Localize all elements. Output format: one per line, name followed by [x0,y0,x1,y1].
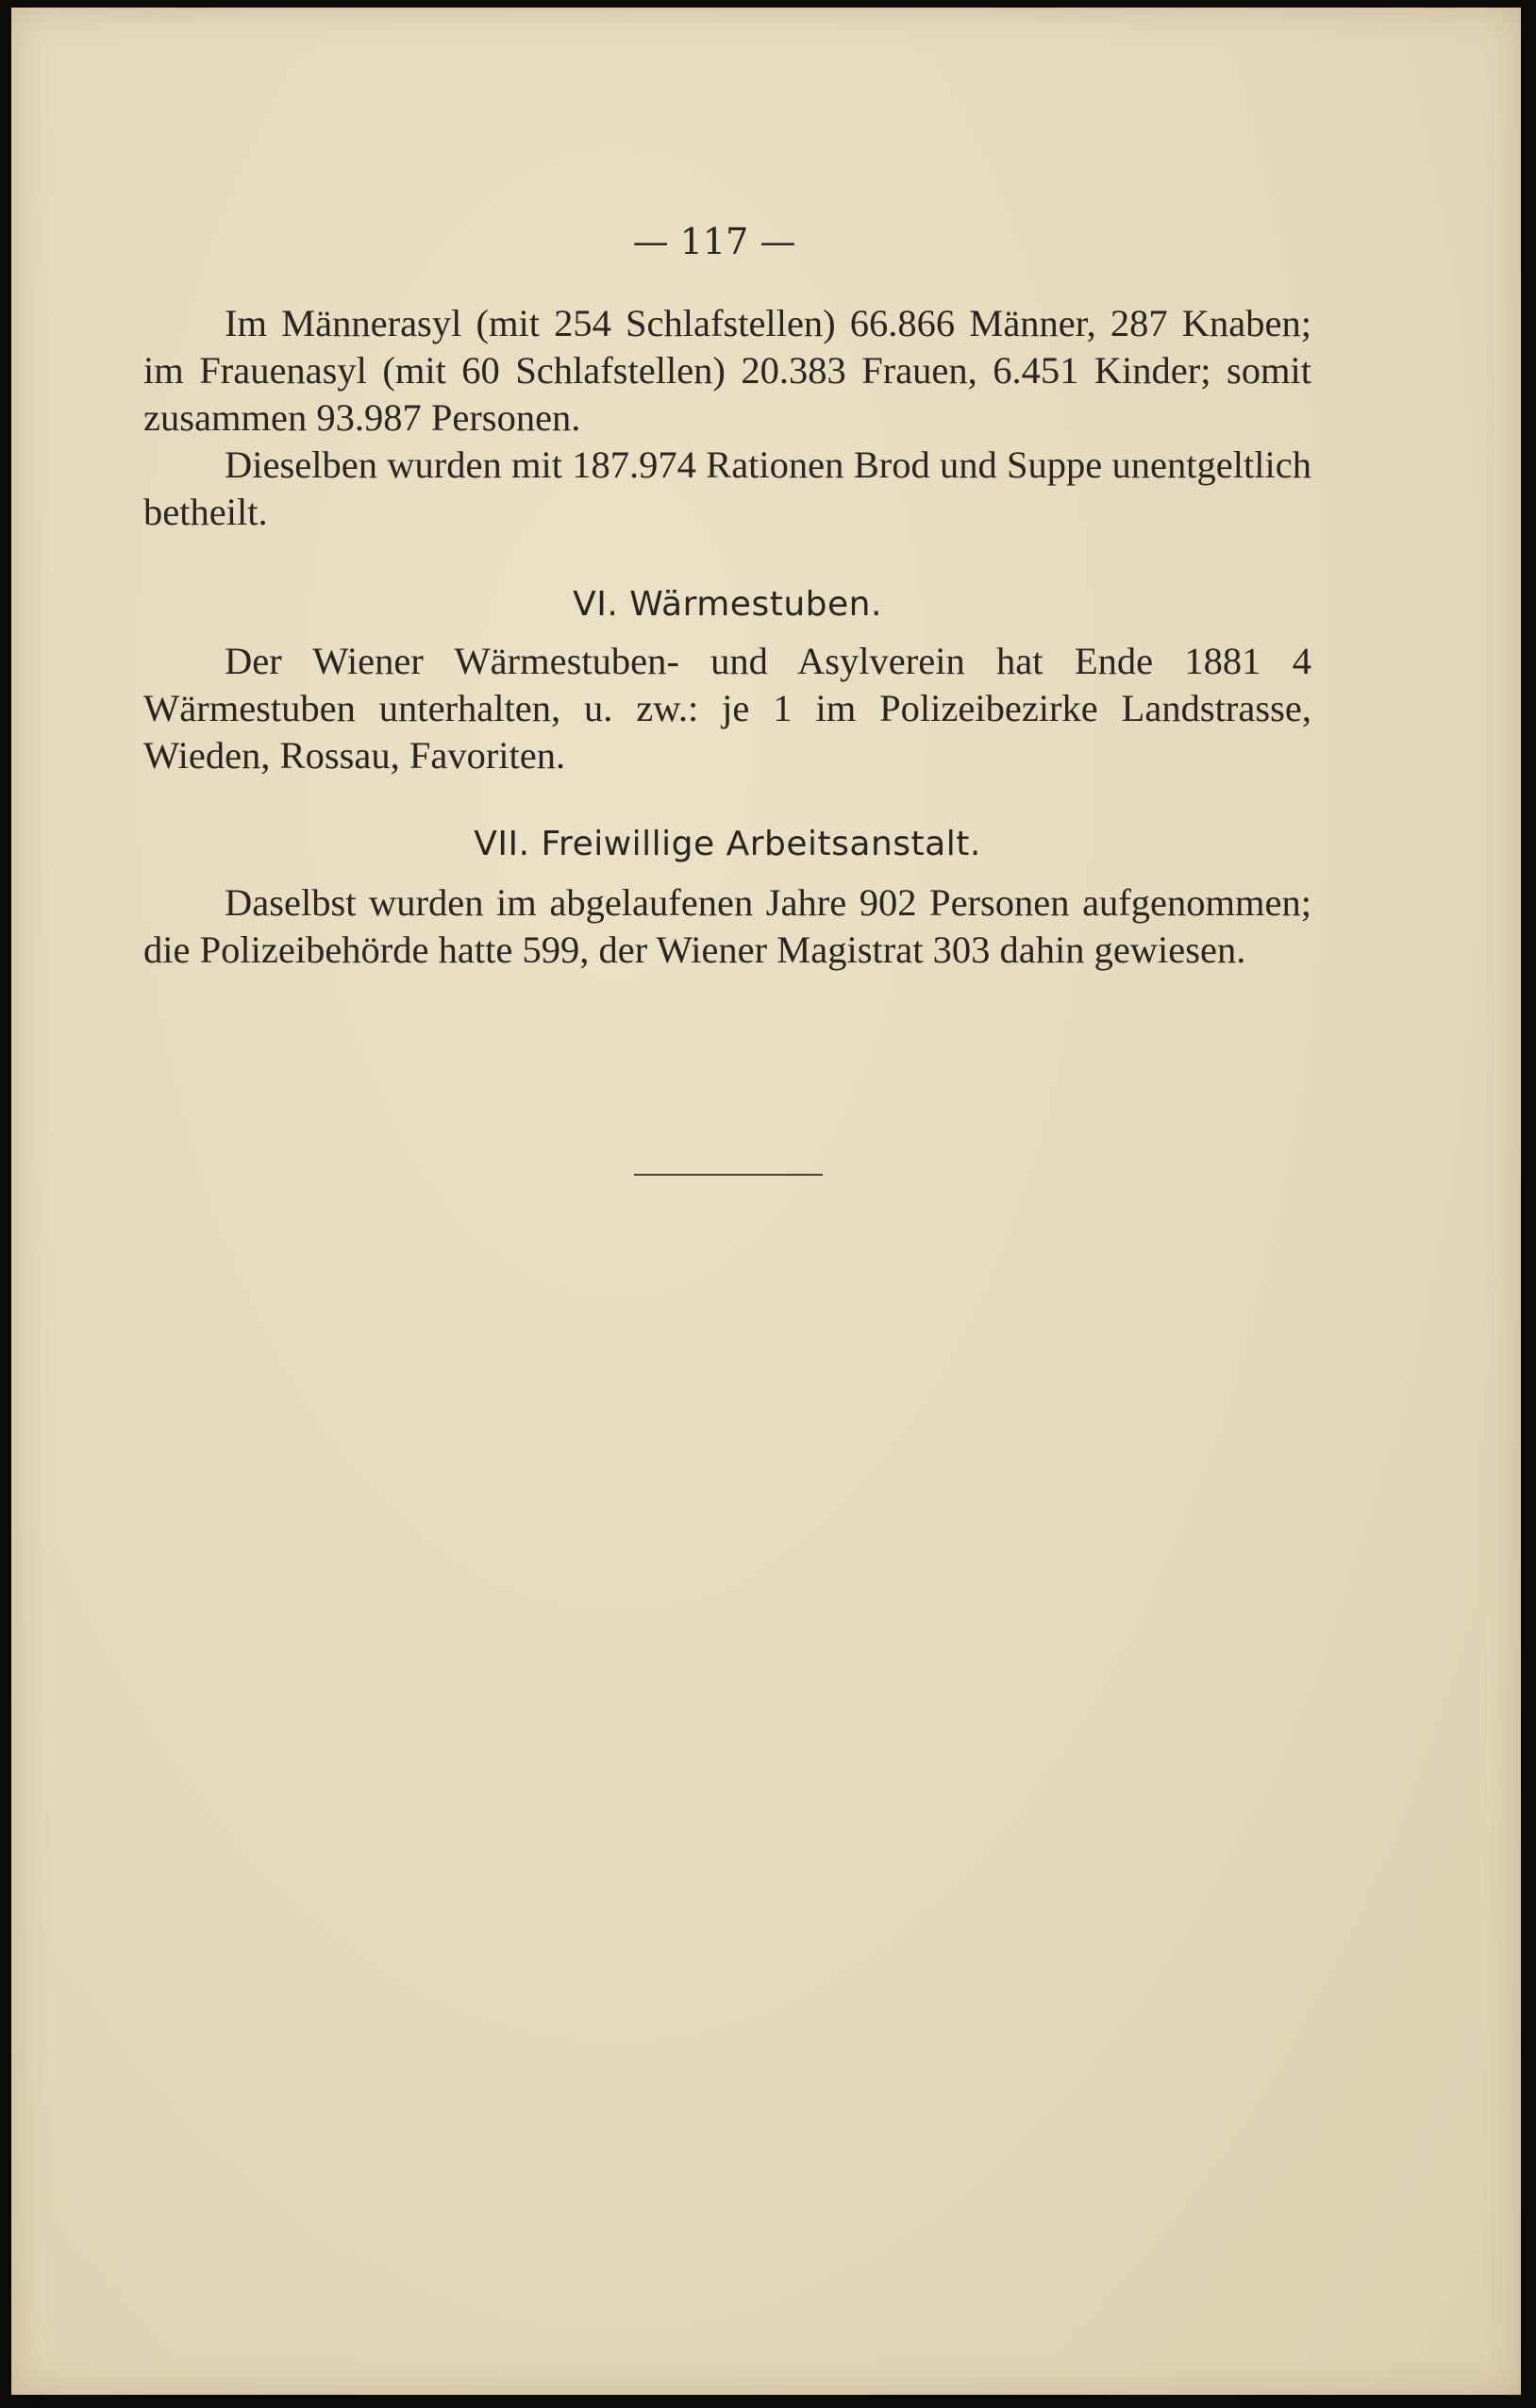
section-6-heading: VI. Wärmestuben. [573,585,882,624]
section-6-paragraph: Der Wiener Wärmestuben- und Asylverein hat Ende 1881 4 Wärmestuben unterhalten, u. zw.: je 1 im Polizeibezirke Landstrasse, Wieden, Rossau, Favoriten. [143,640,1311,777]
section-6-text [143,638,1311,779]
section-7-paragraph: Daselbst wurden im abgelaufenen Jahre 902 Personen aufgenommen; die Polizeibehörde hatte 599, der Wiener Magistrat 303 dahin gewiesen. [143,881,1311,971]
page-number: — 117 — [632,221,796,262]
section-7-text [143,879,1311,974]
intro-paragraph-2: Dieselben wurden mit 187.974 Rationen Brod und Suppe unentgeltlich betheilt. [143,443,1311,533]
closing-rule [634,1174,823,1176]
intro-text [143,300,1311,536]
document-page [11,8,1521,2395]
intro-paragraph-1: Im Männerasyl (mit 254 Schlafstellen) 66.866 Männer, 287 Knaben; im Frauenasyl (mit 60 Schlafstellen) 20.383 Frauen, 6.451 Kinder; somit zusammen 93.987 Personen. [143,302,1311,439]
section-7-heading: VII. Freiwillige Arbeitsanstalt. [474,825,981,863]
